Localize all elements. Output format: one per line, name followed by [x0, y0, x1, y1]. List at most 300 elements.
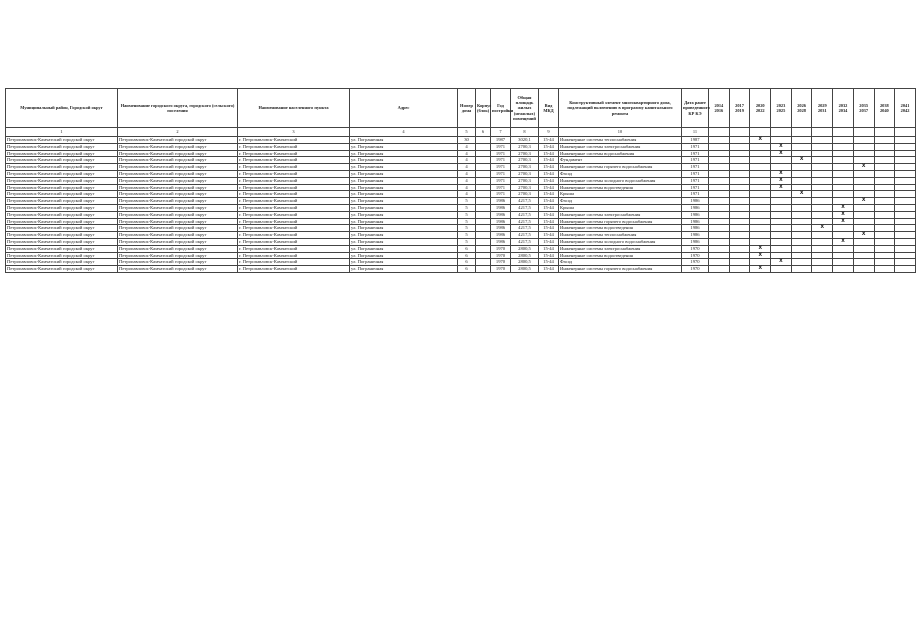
table-row	[6, 184, 916, 191]
period-mark-cell: X	[812, 225, 833, 232]
table-cell: Крыша	[559, 191, 682, 198]
period-mark-cell	[853, 184, 874, 191]
period-mark-cell	[791, 177, 812, 184]
table-cell: г. Петропавловск-Камчатский	[238, 211, 350, 218]
period-mark-cell	[812, 252, 833, 259]
period-mark-cell	[791, 266, 812, 273]
period-mark-cell	[771, 211, 792, 218]
table-cell: Петропавловск-Камчатский городской округ	[6, 150, 118, 157]
period-mark-cell	[853, 191, 874, 198]
table-cell: 4	[458, 150, 476, 157]
table-cell: 15-44	[539, 157, 559, 164]
period-mark-cell: X	[791, 157, 812, 164]
table-row	[6, 198, 916, 205]
period-mark-cell	[771, 218, 792, 225]
period-mark-cell	[709, 198, 730, 205]
table-cell: Петропавловск-Камчатский городской округ	[118, 137, 238, 144]
table-row	[6, 238, 916, 245]
table-cell: 6	[458, 252, 476, 259]
table-cell: г. Петропавловск-Камчатский	[238, 137, 350, 144]
table-cell: ул. Пограничная	[350, 259, 458, 266]
period-mark-cell	[709, 259, 730, 266]
table-cell	[476, 238, 491, 245]
period-mark-cell	[709, 266, 730, 273]
period-mark-cell	[729, 170, 750, 177]
period-mark-cell	[853, 218, 874, 225]
capital-repair-register-table	[5, 88, 916, 273]
period-mark-cell	[874, 245, 895, 252]
table-cell: г. Петропавловск-Камчатский	[238, 143, 350, 150]
period-mark-cell	[750, 143, 771, 150]
period-mark-cell	[729, 150, 750, 157]
table-cell: Инженерные системы горячего водоснабжения	[559, 218, 682, 225]
table-cell: 4217,5	[511, 218, 539, 225]
period-mark-cell	[750, 198, 771, 205]
table-cell: Петропавловск-Камчатский городской округ	[118, 198, 238, 205]
period-mark-cell	[812, 137, 833, 144]
table-cell: 4	[458, 170, 476, 177]
period-mark-cell	[791, 238, 812, 245]
table-cell: 1986	[682, 204, 709, 211]
period-mark-cell: X	[833, 204, 854, 211]
table-cell: 5	[458, 204, 476, 211]
period-mark-cell	[750, 164, 771, 171]
period-mark-cell	[895, 252, 916, 259]
column-number	[729, 128, 750, 137]
column-number: 10	[559, 128, 682, 137]
table-cell: 2700,3	[511, 164, 539, 171]
period-mark-cell: X	[750, 252, 771, 259]
period-mark-cell	[709, 170, 730, 177]
table-cell: г. Петропавловск-Камчатский	[238, 150, 350, 157]
column-number: 2	[118, 128, 238, 137]
period-mark-cell	[895, 184, 916, 191]
period-mark-cell	[874, 143, 895, 150]
period-mark-cell	[729, 259, 750, 266]
period-mark-cell	[729, 177, 750, 184]
period-mark-cell: X	[771, 170, 792, 177]
period-mark-cell	[833, 143, 854, 150]
period-mark-cell	[729, 204, 750, 211]
period-mark-cell: X	[771, 177, 792, 184]
table-cell: 5	[458, 218, 476, 225]
table-cell: 1970	[491, 245, 511, 252]
table-cell: Петропавловск-Камчатский городской округ	[6, 157, 118, 164]
column-number: 1	[6, 128, 118, 137]
table-cell	[476, 150, 491, 157]
table-cell: Петропавловск-Камчатский городской округ	[118, 170, 238, 177]
column-header: 2029 2031	[812, 89, 833, 128]
period-mark-cell	[791, 225, 812, 232]
table-row	[6, 225, 916, 232]
table-cell: 1970	[682, 259, 709, 266]
table-cell	[476, 245, 491, 252]
table-cell: Петропавловск-Камчатский городской округ	[6, 266, 118, 273]
table-cell: 5	[458, 225, 476, 232]
period-mark-cell	[895, 143, 916, 150]
period-mark-cell	[895, 232, 916, 239]
period-mark-cell: X	[771, 259, 792, 266]
period-mark-cell	[812, 143, 833, 150]
period-mark-cell	[874, 157, 895, 164]
period-mark-cell	[771, 137, 792, 144]
period-mark-cell	[812, 211, 833, 218]
table-cell: г. Петропавловск-Камчатский	[238, 225, 350, 232]
period-mark-cell	[729, 191, 750, 198]
table-cell: Инженерные системы теплоснабжения	[559, 232, 682, 239]
table-row	[6, 191, 916, 198]
table-cell: 15-44	[539, 211, 559, 218]
table-cell: 4	[458, 157, 476, 164]
table-cell: 4	[458, 184, 476, 191]
period-mark-cell	[709, 211, 730, 218]
table-cell: г. Петропавловск-Камчатский	[238, 218, 350, 225]
table-cell: г. Петропавловск-Камчатский	[238, 245, 350, 252]
table-cell: 1986	[682, 211, 709, 218]
table-cell: ул. Пограничная	[350, 137, 458, 144]
table-cell: Петропавловск-Камчатский городской округ	[118, 266, 238, 273]
table-cell: Петропавловск-Камчатский городской округ	[6, 232, 118, 239]
table-cell: Петропавловск-Камчатский городской округ	[6, 143, 118, 150]
period-mark-cell	[750, 177, 771, 184]
column-header: 2026 2028	[791, 89, 812, 128]
table-cell: ул. Пограничная	[350, 143, 458, 150]
column-number: 11	[682, 128, 709, 137]
table-cell: 15-44	[539, 259, 559, 266]
period-mark-cell	[874, 252, 895, 259]
period-mark-cell	[791, 218, 812, 225]
period-mark-cell	[791, 259, 812, 266]
period-mark-cell	[853, 238, 874, 245]
period-mark-cell	[791, 245, 812, 252]
period-mark-cell	[833, 170, 854, 177]
period-mark-cell	[853, 137, 874, 144]
period-mark-cell	[750, 191, 771, 198]
period-mark-cell	[874, 164, 895, 171]
table-cell: Петропавловск-Камчатский городской округ	[118, 143, 238, 150]
table-cell: Инженерные системы теплоснабжения	[559, 137, 682, 144]
period-mark-cell	[895, 198, 916, 205]
period-mark-cell	[853, 177, 874, 184]
period-mark-cell	[895, 137, 916, 144]
column-number: 4	[350, 128, 458, 137]
period-mark-cell	[874, 259, 895, 266]
table-cell: ул. Пограничная	[350, 150, 458, 157]
table-cell: 3020,1	[511, 137, 539, 144]
table-cell: 4217,5	[511, 225, 539, 232]
period-mark-cell	[874, 170, 895, 177]
table-cell: 1986	[682, 238, 709, 245]
period-mark-cell	[709, 143, 730, 150]
table-cell: 2700,3	[511, 170, 539, 177]
period-mark-cell	[709, 204, 730, 211]
table-cell	[476, 232, 491, 239]
period-mark-cell	[853, 259, 874, 266]
period-mark-cell	[771, 238, 792, 245]
period-mark-cell	[791, 143, 812, 150]
period-mark-cell	[750, 211, 771, 218]
table-cell: ул. Пограничная	[350, 225, 458, 232]
period-mark-cell	[895, 211, 916, 218]
column-number: 3	[238, 128, 350, 137]
period-mark-cell	[895, 266, 916, 273]
table-cell: 6	[458, 266, 476, 273]
period-mark-cell	[833, 137, 854, 144]
period-mark-cell	[750, 170, 771, 177]
table-cell: г. Петропавловск-Камчатский	[238, 157, 350, 164]
table-cell: 2800,5	[511, 266, 539, 273]
table-cell: г. Петропавловск-Камчатский	[238, 238, 350, 245]
period-mark-cell	[750, 184, 771, 191]
period-mark-cell	[874, 232, 895, 239]
table-cell	[476, 266, 491, 273]
column-header: 2014 2016	[709, 89, 730, 128]
period-mark-cell	[729, 184, 750, 191]
period-mark-cell	[771, 266, 792, 273]
period-mark-cell	[833, 191, 854, 198]
period-mark-cell: X	[771, 143, 792, 150]
table-cell: 2800,5	[511, 252, 539, 259]
table-cell: г. Петропавловск-Камчатский	[238, 164, 350, 171]
table-cell: г. Петропавловск-Камчатский	[238, 198, 350, 205]
table-cell: 1971	[491, 150, 511, 157]
table-cell: Петропавловск-Камчатский городской округ	[6, 211, 118, 218]
table-cell: 1970	[682, 266, 709, 273]
table-cell: Петропавловск-Камчатский городской округ	[6, 191, 118, 198]
table-cell	[476, 204, 491, 211]
column-header: Адрес	[350, 89, 458, 128]
period-mark-cell: X	[750, 137, 771, 144]
table-row	[6, 177, 916, 184]
period-mark-cell	[791, 170, 812, 177]
period-mark-cell	[853, 157, 874, 164]
table-cell: Инженерные системы горячего водоснабжения	[559, 164, 682, 171]
table-cell: 15-44	[539, 238, 559, 245]
table-cell: 1971	[491, 184, 511, 191]
period-mark-cell	[771, 164, 792, 171]
table-cell: 1986	[682, 225, 709, 232]
table-cell: 2800,5	[511, 259, 539, 266]
table-cell: ул. Пограничная	[350, 184, 458, 191]
column-header: 2038 2040	[874, 89, 895, 128]
table-cell: ул. Пограничная	[350, 211, 458, 218]
table-cell: 15-44	[539, 252, 559, 259]
table-cell: Петропавловск-Камчатский городской округ	[6, 204, 118, 211]
period-mark-cell	[874, 266, 895, 273]
table-cell: Инженерные системы водоотведения	[559, 252, 682, 259]
period-mark-cell	[853, 225, 874, 232]
period-mark-cell	[853, 266, 874, 273]
table-cell: 4	[458, 177, 476, 184]
table-cell	[476, 218, 491, 225]
column-header: 2032 2034	[833, 89, 854, 128]
period-mark-cell	[771, 225, 792, 232]
table-cell: 1971	[682, 184, 709, 191]
period-mark-cell	[709, 218, 730, 225]
period-mark-cell	[874, 177, 895, 184]
period-mark-cell	[750, 259, 771, 266]
column-number: 5	[458, 128, 476, 137]
column-number	[791, 128, 812, 137]
period-mark-cell	[812, 157, 833, 164]
table-cell: Петропавловск-Камчатский городской округ	[6, 245, 118, 252]
period-mark-cell	[895, 225, 916, 232]
table-cell: Петропавловск-Камчатский городской округ	[6, 225, 118, 232]
table-cell: Петропавловск-Камчатский городской округ	[6, 238, 118, 245]
table-cell: г. Петропавловск-Камчатский	[238, 204, 350, 211]
table-cell: Петропавловск-Камчатский городской округ	[118, 157, 238, 164]
header-row	[6, 89, 916, 128]
table-cell: Петропавловск-Камчатский городской округ	[118, 232, 238, 239]
table-cell: 1971	[682, 164, 709, 171]
table-cell: Инженерные системы холодного водоснабжения	[559, 238, 682, 245]
period-mark-cell	[895, 259, 916, 266]
table-cell: 1986	[491, 232, 511, 239]
column-number	[812, 128, 833, 137]
table-row	[6, 259, 916, 266]
period-mark-cell	[709, 252, 730, 259]
period-mark-cell	[729, 245, 750, 252]
column-header: Наименование населенного пункта	[238, 89, 350, 128]
period-mark-cell	[812, 245, 833, 252]
table-cell: 15-44	[539, 218, 559, 225]
table-cell: 1971	[491, 143, 511, 150]
period-mark-cell: X	[771, 184, 792, 191]
table-cell: Петропавловск-Камчатский городской округ	[6, 252, 118, 259]
table-cell: 4217,5	[511, 211, 539, 218]
table-cell: Петропавловск-Камчатский городской округ	[118, 225, 238, 232]
column-header: Конструктивный элемент многоквартирного дома, подлежащий включению в программу капитального ремонта	[559, 89, 682, 128]
column-header: Корпус (блок)	[476, 89, 491, 128]
table-cell: ул. Пограничная	[350, 266, 458, 273]
period-mark-cell: X	[833, 238, 854, 245]
table-cell: г. Петропавловск-Камчатский	[238, 170, 350, 177]
column-header: Наименование городского округа, городского (сельского) поселения	[118, 89, 238, 128]
table-cell: Петропавловск-Камчатский городской округ	[118, 211, 238, 218]
period-mark-cell	[709, 157, 730, 164]
column-header: 2035 2037	[853, 89, 874, 128]
period-mark-cell	[791, 137, 812, 144]
column-number	[895, 128, 916, 137]
table-cell: Фасад	[559, 170, 682, 177]
period-mark-cell	[853, 204, 874, 211]
table-cell: 2700,3	[511, 177, 539, 184]
period-mark-cell	[895, 245, 916, 252]
period-mark-cell	[833, 225, 854, 232]
table-cell: 2700,3	[511, 191, 539, 198]
period-mark-cell	[812, 266, 833, 273]
table-cell: 4217,5	[511, 204, 539, 211]
period-mark-cell	[729, 143, 750, 150]
period-mark-cell	[771, 232, 792, 239]
table-cell: 1986	[682, 198, 709, 205]
table-cell: 1971	[682, 157, 709, 164]
column-header: 2017 2019	[729, 89, 750, 128]
table-row	[6, 170, 916, 177]
table-cell: 4217,5	[511, 198, 539, 205]
period-mark-cell	[874, 204, 895, 211]
table-cell: 2700,3	[511, 150, 539, 157]
table-cell: 1970	[491, 266, 511, 273]
period-mark-cell	[791, 211, 812, 218]
table-cell: 2700,3	[511, 184, 539, 191]
table-row	[6, 204, 916, 211]
table-cell	[476, 143, 491, 150]
column-number: 6	[476, 128, 491, 137]
table-cell: 2700,3	[511, 157, 539, 164]
period-mark-cell	[833, 198, 854, 205]
table-cell: Инженерные системы водоснабжения	[559, 150, 682, 157]
period-mark-cell: X	[853, 232, 874, 239]
period-mark-cell	[729, 266, 750, 273]
period-mark-cell	[729, 211, 750, 218]
table-cell: ул. Пограничная	[350, 204, 458, 211]
table-cell	[476, 252, 491, 259]
table-cell: 15-44	[539, 170, 559, 177]
table-cell	[476, 211, 491, 218]
table-cell: Петропавловск-Камчатский городской округ	[118, 164, 238, 171]
table-cell: Петропавловск-Камчатский городской округ	[118, 245, 238, 252]
period-mark-cell	[812, 259, 833, 266]
table-cell: 1970	[491, 252, 511, 259]
period-mark-cell	[833, 266, 854, 273]
table-cell: Инженерные системы электроснабжения	[559, 211, 682, 218]
period-mark-cell	[833, 177, 854, 184]
table-cell: 1986	[682, 218, 709, 225]
table-cell: 2800,5	[511, 245, 539, 252]
table-cell: 15-44	[539, 184, 559, 191]
table-cell	[476, 157, 491, 164]
table-cell: Петропавловск-Камчатский городской округ	[118, 252, 238, 259]
period-mark-cell	[709, 225, 730, 232]
period-mark-cell	[853, 245, 874, 252]
period-mark-cell	[812, 218, 833, 225]
period-mark-cell	[833, 232, 854, 239]
period-mark-cell	[833, 252, 854, 259]
table-cell: 1970	[491, 259, 511, 266]
table-cell: 4217,5	[511, 238, 539, 245]
table-cell: 1986	[491, 198, 511, 205]
table-cell: 15-44	[539, 198, 559, 205]
period-mark-cell	[874, 225, 895, 232]
period-mark-cell: X	[750, 245, 771, 252]
period-mark-cell	[895, 218, 916, 225]
table-cell: Петропавловск-Камчатский городской округ	[118, 150, 238, 157]
column-number	[709, 128, 730, 137]
table-cell: Петропавловск-Камчатский городской округ	[118, 191, 238, 198]
period-mark-cell	[874, 198, 895, 205]
period-mark-cell	[709, 150, 730, 157]
table-cell: Инженерные системы водоотведения	[559, 225, 682, 232]
column-header: Год постройки	[491, 89, 511, 128]
period-mark-cell	[853, 211, 874, 218]
period-mark-cell: X	[853, 198, 874, 205]
period-mark-cell	[895, 164, 916, 171]
table-cell: 5	[458, 211, 476, 218]
period-mark-cell	[895, 191, 916, 198]
period-mark-cell	[791, 150, 812, 157]
period-mark-cell	[833, 245, 854, 252]
table-cell: 1970	[682, 252, 709, 259]
period-mark-cell	[874, 218, 895, 225]
table-cell: Петропавловск-Камчатский городской округ	[118, 238, 238, 245]
column-number: 9	[539, 128, 559, 137]
table-cell: 2700,3	[511, 143, 539, 150]
column-header: Номер дома	[458, 89, 476, 128]
period-mark-cell	[729, 198, 750, 205]
table-cell: 5	[458, 232, 476, 239]
table-cell: 1986	[491, 218, 511, 225]
